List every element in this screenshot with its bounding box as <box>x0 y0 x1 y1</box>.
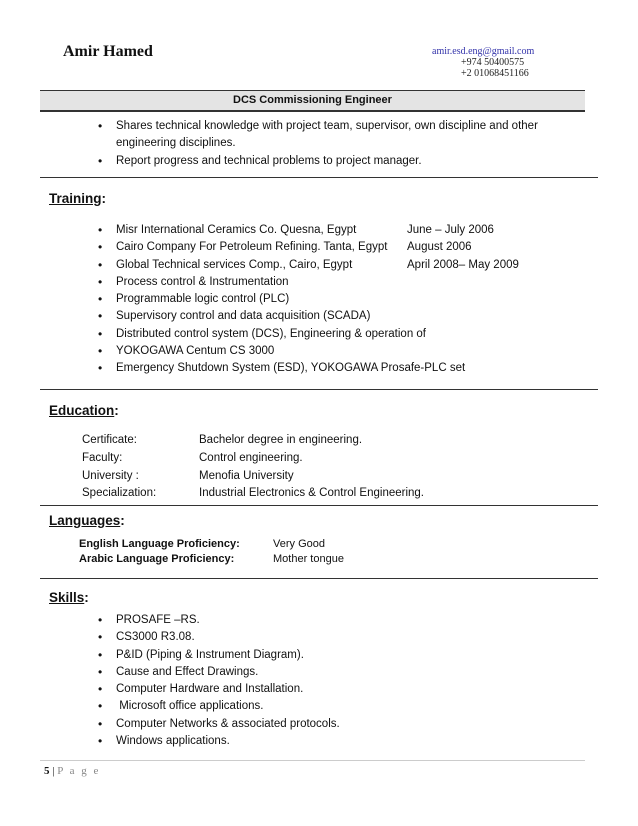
list-item-text: Misr International Ceramics Co. Quesna, Egypt <box>116 224 357 236</box>
list-item-date: August 2006 <box>407 241 472 254</box>
education-value: Bachelor degree in engineering. <box>199 434 363 446</box>
languages-heading-text: Languages <box>49 513 121 528</box>
list-item: • Computer Networks & associated protocols. <box>98 716 340 733</box>
education-label: Faculty: <box>82 452 123 464</box>
list-item: • PROSAFE –RS. <box>98 612 340 629</box>
list-item: • Report progress and technical problems to project manager. <box>98 153 538 170</box>
list-item: • YOKOGAWA Centum CS 3000 <box>98 343 465 360</box>
list-item: • CS3000 R3.08. <box>98 629 340 646</box>
heading-colon: : <box>114 403 119 418</box>
phone-primary: +974 50400575 <box>461 57 525 68</box>
education-heading <box>49 403 119 418</box>
phone-secondary: +2 01068451166 <box>461 68 529 79</box>
footer-separator: | <box>52 765 55 777</box>
skills-list <box>98 612 340 750</box>
list-item: • Windows applications. <box>98 733 340 750</box>
section-divider <box>40 505 598 506</box>
job-title-bar: DCS Commissioning Engineer <box>40 90 585 112</box>
language-label: Arabic Language Proficiency: <box>79 553 235 565</box>
list-item <box>98 118 538 153</box>
page-number: 5 <box>44 765 50 777</box>
training-list <box>98 222 519 378</box>
list-item-text: Shares technical knowledge with project team, supervisor, own discipline and other <box>116 120 538 132</box>
job-duties-list <box>98 118 538 170</box>
education-label: Certificate: <box>82 434 137 446</box>
list-item-date: June – July 2006 <box>407 224 494 236</box>
education-value: Control engineering. <box>199 452 303 464</box>
education-label: University : <box>82 470 139 482</box>
section-divider <box>40 389 598 390</box>
list-item: • Emergency Shutdown System (ESD), YOKOGAWA Prosafe-PLC set <box>98 360 465 377</box>
list-item-date: April 2008– May 2009 <box>407 258 519 271</box>
email-address: amir.esd.eng@gmail.com <box>432 46 535 57</box>
list-item: • Cause and Effect Drawings. <box>98 664 340 681</box>
list-item: • Microsoft office applications. <box>98 698 340 715</box>
list-item-text: Cairo Company For Petroleum Refining. Tanta, Egypt <box>116 241 388 254</box>
education-row <box>82 467 294 485</box>
heading-colon: : <box>101 191 107 206</box>
skills-heading <box>49 590 89 605</box>
language-label: English Language Proficiency: <box>79 538 240 550</box>
education-heading-text: Education <box>49 403 115 418</box>
section-divider <box>40 177 598 178</box>
education-row <box>82 449 303 467</box>
heading-colon: : <box>84 590 89 605</box>
candidate-name: Amir Hamed <box>63 43 153 60</box>
list-item: • Supervisory control and data acquisition (SCADA) <box>98 308 465 325</box>
languages-heading <box>49 513 125 528</box>
list-item <box>98 222 494 239</box>
section-divider <box>40 578 598 579</box>
list-item: • Process control & Instrumentation <box>98 274 465 291</box>
education-row <box>82 431 363 449</box>
language-value: Very Good <box>273 538 325 550</box>
education-label: Specialization: <box>82 487 157 499</box>
skills-heading-text: Skills <box>49 590 85 605</box>
list-item <box>98 257 519 274</box>
education-row <box>82 484 425 502</box>
page-footer <box>44 765 100 777</box>
list-item: • Programmable logic control (PLC) <box>98 291 465 308</box>
language-row <box>79 551 344 568</box>
education-value: Industrial Electronics & Control Engineering. <box>199 487 425 499</box>
list-item: • Computer Hardware and Installation. <box>98 681 340 698</box>
footer-divider <box>40 760 585 761</box>
page-label: P a g e <box>57 765 101 777</box>
contact-block <box>432 46 534 79</box>
list-item: • Distributed control system (DCS), Engineering & operation of <box>98 326 465 343</box>
list-item-text-continued: engineering disciplines. <box>116 137 236 150</box>
training-heading <box>49 191 106 206</box>
training-heading-text: Training <box>49 191 102 206</box>
list-item <box>98 239 472 256</box>
list-item: • P&ID (Piping & Instrument Diagram). <box>98 647 340 664</box>
language-value: Mother tongue <box>273 553 344 565</box>
list-item-text: Global Technical services Comp., Cairo, Egypt <box>116 258 353 271</box>
heading-colon: : <box>120 513 125 528</box>
education-value: Menofia University <box>199 470 294 482</box>
